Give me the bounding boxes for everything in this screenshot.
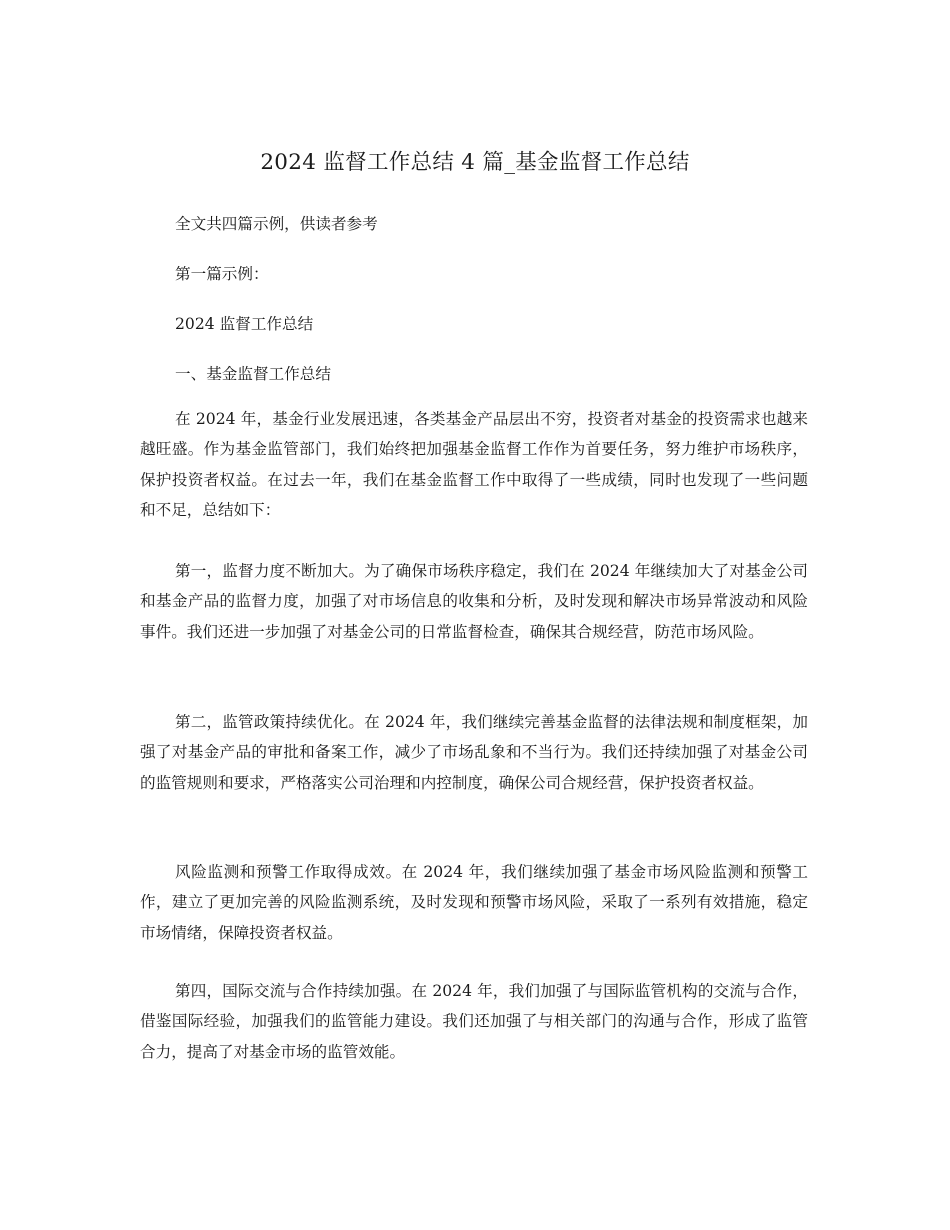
paragraph-risk: 风险监测和预警工作取得成效。在 2024 年，我们继续加强了基金市场风险监测和预警工作，建立了更加完善的风险监测系统，及时发现和预警市场风险，采取了一系列有效措施，稳定市场情绪，保障投资者权益。 — [140, 863, 808, 942]
section-label: 第一篇示例： — [175, 265, 269, 283]
paragraph-second: 第二，监管政策持续优化。在 2024 年，我们继续完善基金监督的法律法规和制度框架，加强了对基金产品的审批和备案工作，减少了市场乱象和不当行为。我们还持续加强了对基金公司的监管规则和要求，严格落实公司治理和内控制度，确保公司合规经营，保护投资者权益。 — [140, 713, 808, 792]
section-heading: 一、基金监督工作总结 — [175, 365, 331, 383]
paragraph-fourth: 第四，国际交流与合作持续加强。在 2024 年，我们加强了与国际监管机构的交流与合作，借鉴国际经验，加强我们的监管能力建设。我们还加强了与相关部门的沟通与合作，形成了监管合力，提高了对基金市场的监管效能。 — [140, 982, 808, 1061]
intro-text: 全文共四篇示例，供读者参考 — [175, 215, 378, 233]
paragraph-first: 第一，监督力度不断加大。为了确保市场秩序稳定，我们在 2024 年继续加大了对基金公司和基金产品的监督力度，加强了对市场信息的收集和分析，及时发现和解决市场异常波动和风险事件。我们还进一步加强了对基金公司的日常监督检查，确保其合规经营，防范市场风险。 — [140, 562, 808, 641]
sub-title: 2024 监督工作总结 — [175, 315, 314, 333]
paragraph-intro: 在 2024 年，基金行业发展迅速，各类基金产品层出不穷，投资者对基金的投资需求也越来越旺盛。作为基金监管部门，我们始终把加强基金监督工作作为首要任务，努力维护市场秩序，保护投资者权益。在过去一年，我们在基金监督工作中取得了一些成绩，同时也发现了一些问题和不足，总结如下： — [140, 410, 808, 519]
document-title: 2024 监督工作总结 4 篇_基金监督工作总结 — [260, 150, 690, 175]
